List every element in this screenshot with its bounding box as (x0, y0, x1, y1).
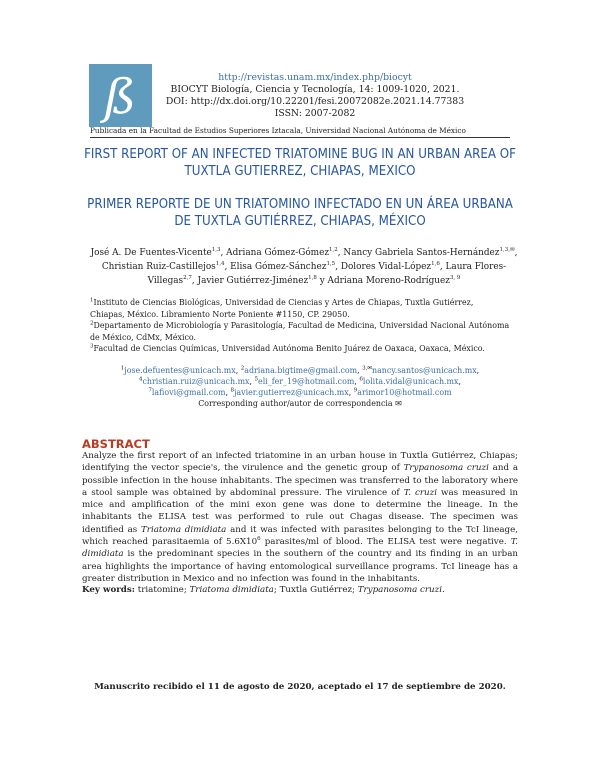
published-note: Publicada en la Facultad de Estudios Superiores Iztacala, Universidad Nacional Autónoma de México (90, 126, 466, 135)
email-list: $^1$jose.defuentes@unicach.mx, $^2$adriana.bigtime@gmail.com, $^{3,✉}$nancy.santos@unicach.mx, $^4$christian.ruiz@unicach.mx, $^5$eli_fer_19@hotmail.com, $^6$lolita.vidal@unicach.mx, $^7$lafiovi@gmail.com, $^8$javier.gutierrez@unicach.mx, $^9$arimor10@hotmail.com Corresponding author/autor de correspondencia ✉ (100, 365, 500, 409)
affiliation: $^2$Departamento de Microbiología y Parasitología, Facultad de Medicina, Universidad Nacional Autónoma de México, CdMx, México. (90, 320, 510, 342)
author: José A. De Fuentes-Vicente$^{1,3}$ (90, 247, 221, 258)
email-link[interactable]: jose.defuentes@unicach.mx (124, 366, 236, 375)
journal-header (165, 72, 465, 120)
logo-letter: ß (103, 69, 137, 125)
email-link[interactable]: christian.ruiz@unicach.mx (142, 377, 250, 386)
author: Adriana Gómez-Gómez$^{1,2}$ (226, 247, 338, 258)
journal-logo (89, 64, 152, 127)
received-date: Manuscrito recibido el 11 de agosto de 2020, aceptado el 17 de septiembre de 2020. (94, 682, 506, 692)
author: Elisa Gómez-Sánchez$^{1,5}$ (230, 261, 336, 272)
affiliation: $^1$Instituto de Ciencias Biológicas, Universidad de Ciencias y Artes de Chiapas, Tuxtla Gutiérrez, Chiapas, México. Libramiento Norte Poniente #1150, CP. 29050. (90, 297, 474, 319)
corresponding-author-note: Corresponding author/autor de correspondencia ✉ (198, 399, 402, 408)
journal-citation: BIOCYT Biología, Ciencia y Tecnología, 14: 1009-1020, 2021. (170, 84, 460, 95)
email-link[interactable]: javier.gutierrez@unicach.mx (233, 388, 349, 397)
author: Nancy Gabriela Santos-Hernández$^{1,3,✉}$ (343, 247, 515, 258)
envelope-icon: ✉ (395, 399, 402, 408)
author: Javier Gutiérrez-Jiménez$^{1,8}$ (197, 275, 317, 286)
title-english: FIRST REPORT OF AN INFECTED TRIATOMINE BUG IN AN URBAN AREA OF TUXTLA GUTIERREZ, CHIAPAS, MEXICO (84, 147, 516, 179)
email-link[interactable]: lolita.vidal@unicach.mx (362, 377, 459, 386)
issn: ISSN: 2007-2082 (274, 108, 356, 119)
author-list: José A. De Fuentes-Vicente$^{1,3}$, Adriana Gómez-Gómez$^{1,2}$, Nancy Gabriela Santos-Hernández$^{1,3,✉}$, Christian Ruiz-Castillejos$^{1,4}$, Elisa Gómez-Sánchez$^{1,5}$, Dolores Vidal-López$^{1,6}$, Laura Flores-Villegas$^{2,7}$, Javier Gutiérrez-Jiménez$^{1,8}$ y Adriana Moreno-Rodríguez$^{3, 9}$ (90, 247, 518, 286)
email-link[interactable]: lafiovi@gmail.com (151, 388, 226, 397)
header-divider (90, 137, 510, 138)
author: Laura Flores-Villegas$^{2,7}$ (147, 262, 507, 286)
email-link[interactable]: adriana.bigtime@gmail.com (244, 366, 358, 375)
title-spanish: PRIMER REPORTE DE UN TRIATOMINO INFECTADO EN UN ÁREA URBANA DE TUXTLA GUTIÉRREZ, CHIAPAS, MÉXICO (87, 197, 513, 229)
doi[interactable]: DOI: http://dx.doi.org/10.22201/fesi.20072082e.2021.14.77383 (165, 96, 465, 107)
journal-url[interactable]: http://revistas.unam.mx/index.php/biocyt (218, 72, 412, 83)
abstract-heading: ABSTRACT (82, 437, 150, 451)
affiliations (90, 297, 510, 355)
author: Dolores Vidal-López$^{1,6}$ (340, 261, 440, 272)
email-link[interactable]: nancy.santos@unicach.mx (372, 366, 477, 375)
logo-graphic (89, 64, 152, 127)
email-link[interactable]: eli_fer_19@hotmail.com (258, 377, 355, 386)
keywords: Key words: triatomine; Triatoma dimidiata; Tuxtla Gutiérrez; Trypanosoma cruzi. (82, 585, 445, 595)
author: Christian Ruiz-Castillejos$^{1,4}$ (101, 261, 225, 272)
affiliation: $^3$Facultad de Ciencias Químicas, Universidad Autónoma Benito Juárez de Oaxaca, Oaxaca, México. (90, 343, 485, 354)
author: Adriana Moreno-Rodríguez$^{3, 9}$ (327, 275, 461, 286)
abstract-text: Analyze the first report of an infected triatomine in an urban house in Tuxtla Gutiérrez, Chiapas; identifying the vector specie's, the virulence and the genetic group of Trypanosoma cruzi and a possible infection in the house inhabitants. The specimen was transferred to the laboratory where a stool sample was obtained by abdominal pressure. The virulence of T. cruzi was measured in mice and amplification of the mini exon gene was done to determine the lineage. In the inhabitants the ELISA test was performed to rule out Chagas disease. The specimen was identified as Triatoma dimidiata and it was infected with parasites belonging to the TcI lineage, which reached parasitaemia of $5.6X10^6$ parasites/ml of blood. The ELISA test were negative. T. dimidiata is the predominant species in the southern of the country and its finding in an urban area highlights the importance of having entomological surveillance programs. TcI lineage has a greater distribution in Mexico and no infection was found in the inhabitants. (82, 451, 519, 584)
email-link[interactable]: arimor10@hotmail.com (357, 388, 452, 397)
